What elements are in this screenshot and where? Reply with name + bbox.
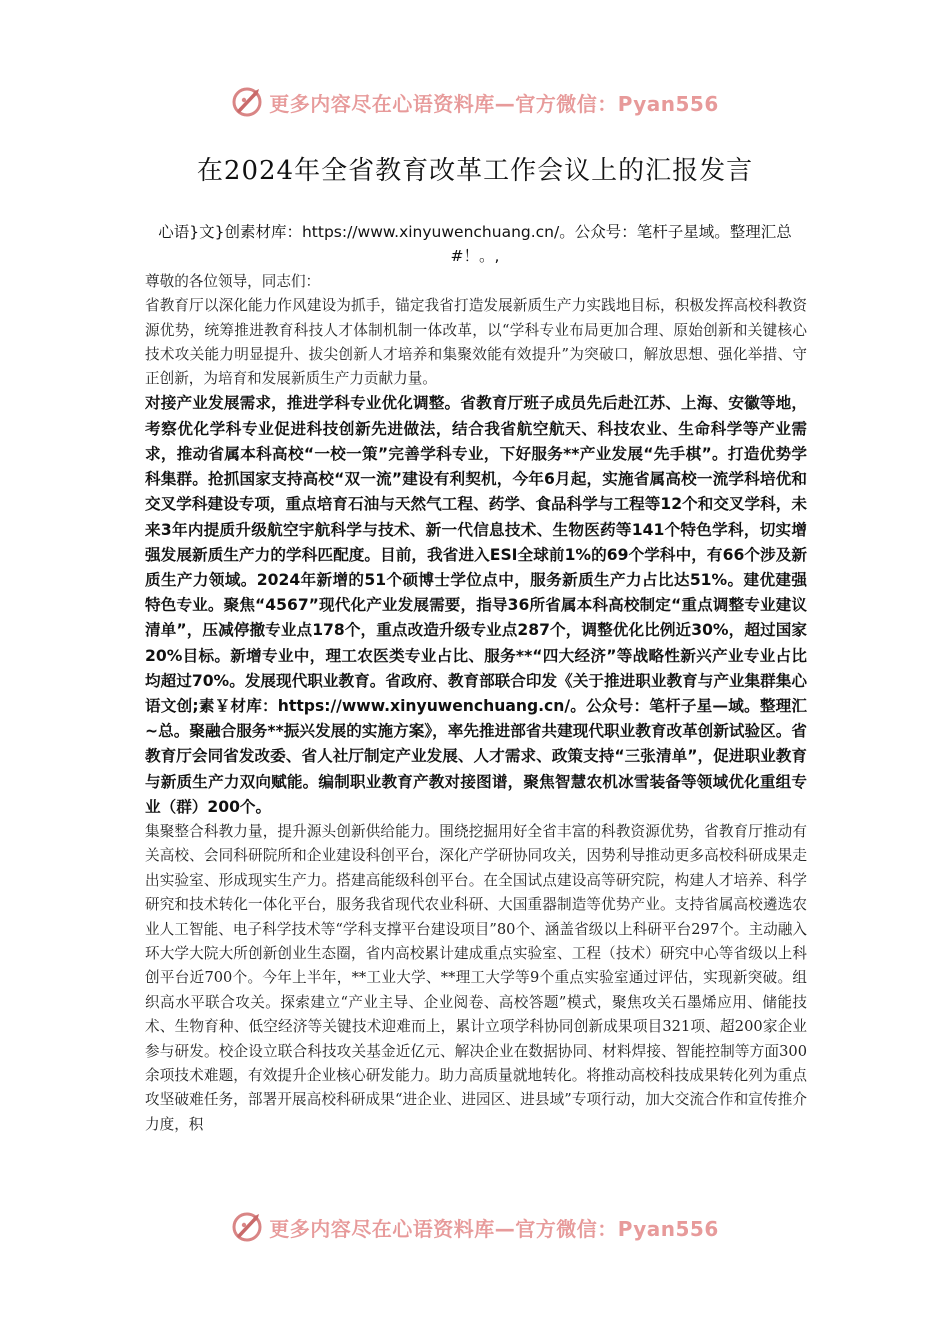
paragraph-discipline: 对接产业发展需求，推进学科专业优化调整。省教育厅班子成员先后赴江苏、上海、安徽等地，考察优化学科专业促进科技创新先进做法，结合我省航空航天、科技农业、生命科学等产业需求，推动省属本科高校“一校一策”完善学科专业，下好服务**产业发展“先手棋”。打造优势学科集群。抢抓国家支持高校“双一流”建设有利契机，今年6月起，实施省属高校一流学科培优和交叉学科建设专项，重点培育石油与天然气工程、药学、食品科学与工程等12个和交叉学科，未来3年内提质升级航空宇航科学与技术、新一代信息技术、生物医药等141个特色学科，切实增强发展新质生产力的学科匹配度。目前，我省进入ESI全球前1%的69个学科中，有66个涉及新质生产力领域。2024年新增的51个硕博士学位点中，服务新质生产力占比达51%。建优建强特色专业。聚焦“4567”现代化产业发展需要，指导36所省属本科高校制定“重点调整专业建议清单”，压减停撤专业点178个，重点改造升级专业点287个，调整优化比例近30%，超过国家20%目标。新增专业中，理工农医类专业占比、服务**“四大经济”等战略性新兴产业专业占比均超过70%。发展现代职业教育。省政府、教育部联合印发《关于推进职业教育与产业集群集心语文创;素￥材库：https://www.xinyuwenchuang.cn/。公众号：笔杆子星—域。整理汇~总。聚融合服务**振兴发展的实施方案》，率先推进部省共建现代职业教育改革创新试验区。省教育厅会同省发改委、省人社厅制定产业发展、人才需求、政策支持“三张清单”，促进职业教育与新质生产力双向赋能。编制职业教育产教对接图谱，聚焦智慧农机冰雪装备等领域优化重组专业（群）200个。 [145,394,807,816]
footer-banner [0,1207,950,1247]
banner-text: 更多内容尽在心语资料库—官方微信：Pyan556 [269,1216,719,1241]
header-banner [0,82,950,122]
source-note: 心语}文}创素材库：https://www.xinyuwenchuang.cn/。公众号：笔杆子星域。整理汇总#！。, [158,223,792,265]
paragraph-intro: 省教育厅以深化能力作风建设为抓手，锚定我省打造发展新质生产力实践地目标，积极发挥高校科教资源优势，统筹推进教育科技人才体制机制一体改革，以“学科专业布局更加合理、原始创新和关键核心技术攻关能力明显提升、拔尖创新人才培养和集聚效能有效提升”为突破口，解放思想、强化举措、守正创新，为培育和发展新质生产力贡献力量。 [145,297,807,388]
logo-icon [231,85,265,119]
document-title: 在2024年全省教育改革工作会议上的汇报发言 [196,156,754,186]
banner-text: 更多内容尽在心语资料库—官方微信：Pyan556 [269,91,719,116]
document-body [145,270,807,1160]
paragraph-innovation: 集聚整合科教力量，提升源头创新供给能力。围绕挖掘用好全省丰富的科教资源优势，省教育厅推动有关高校、会同科研院所和企业建设科创平台，深化产学研协同攻关，因势利导推动更多高校科研成果走出实验室、形成现实生产力。搭建高能级科创平台。在全国试点建设高等研究院，构建人才培养、科学研究和技术转化一体化平台，服务我省现代农业科研、大国重器制造等优势产业。支持省属高校遴选农业人工智能、电子科学技术等“学科支撑平台建设项目”80个、涵盖省级以上科研平台297个。主动融入环大学大院大所创新创业生态圈，省内高校累计建成重点实验室、工程（技术）研究中心等省级以上科创平台近700个。今年上半年，**工业大学、**理工大学等9个重点实验室通过评估，实现新突破。组织高水平联合攻关。探索建立“产业主导、企业阅卷、高校答题”模式，聚焦攻关石墨烯应用、储能技术、生物育种、低空经济等关键技术迎难而上，累计立项学科协同创新成果项目321项、超200家企业参与研发。校企设立联合科技攻关基金近亿元、解决企业在数据协同、材料焊接、智能控制等方面300余项技术难题，有效提升企业核心研发能力。助力高质量就地转化。将推动高校科技成果转化列为重点攻坚破难任务，部署开展高校科研成果“进企业、进园区、进县域”专项行动，加大交流合作和宣传推介力度，积 [145,822,807,1133]
logo-icon [231,1210,265,1244]
salutation: 尊敬的各位领导，同志们： [145,273,321,290]
